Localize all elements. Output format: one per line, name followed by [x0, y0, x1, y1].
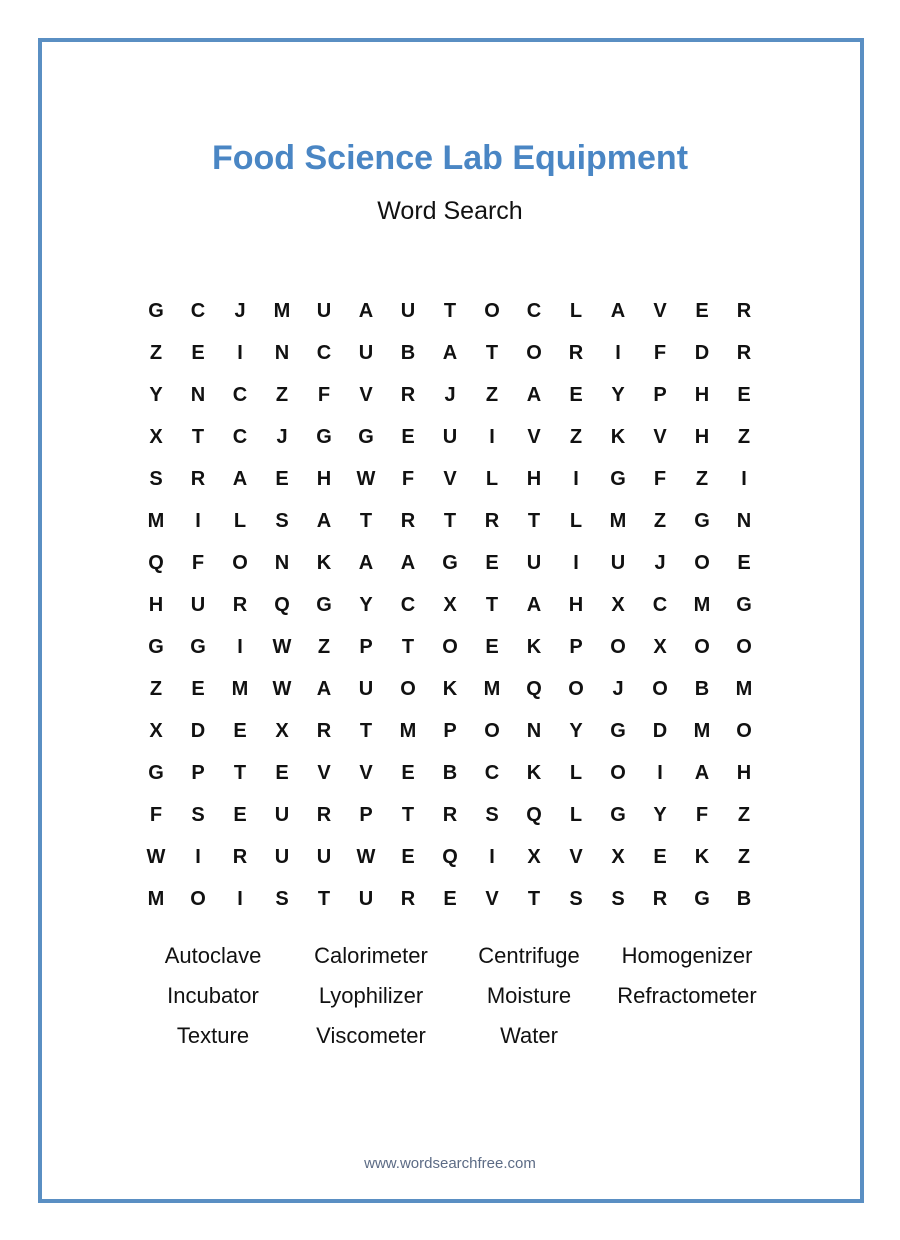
page-subtitle: Word Search [377, 197, 523, 225]
grid-letter: H [526, 468, 542, 490]
grid-letter: E [233, 804, 247, 826]
grid-letter: M [735, 678, 753, 700]
grid-letter: L [569, 510, 583, 532]
grid-letter: A [400, 552, 416, 574]
grid-letter: J [612, 678, 624, 700]
grid-letter: C [190, 300, 206, 322]
grid-letter: F [149, 804, 163, 826]
grid-letter: A [316, 678, 332, 700]
grid-letter: G [694, 888, 710, 910]
grid-letter: Z [569, 426, 583, 448]
grid-letter: H [694, 384, 710, 406]
grid-letter: A [526, 384, 542, 406]
grid-letter: H [736, 762, 752, 784]
grid-letter: B [694, 678, 710, 700]
grid-letter: Y [569, 720, 583, 742]
grid-letter: L [569, 300, 583, 322]
grid-letter: O [400, 678, 416, 700]
grid-letter: V [653, 300, 667, 322]
grid-letter: X [611, 594, 625, 616]
grid-letter: K [526, 762, 542, 784]
grid-letter: E [275, 762, 289, 784]
grid-letter: W [272, 678, 292, 700]
grid-letter: O [232, 552, 248, 574]
grid-letter: U [610, 552, 626, 574]
grid-letter: E [401, 762, 415, 784]
grid-letter: X [611, 846, 625, 868]
grid-letter: T [317, 888, 331, 910]
grid-row [135, 500, 765, 542]
grid-letter: R [568, 342, 584, 364]
grid-letter: Z [737, 804, 751, 826]
grid-letter: Y [653, 804, 667, 826]
grid-letter: F [653, 342, 667, 364]
grid-letter: G [358, 426, 374, 448]
grid-letter: P [191, 762, 205, 784]
grid-letter: A [232, 468, 248, 490]
grid-letter: O [484, 720, 500, 742]
grid-letter: G [694, 510, 710, 532]
grid-letter: G [148, 762, 164, 784]
grid-row [135, 332, 765, 374]
grid-row [135, 794, 765, 836]
grid-letter: M [273, 300, 291, 322]
word-list-item: Incubator [167, 983, 259, 1008]
grid-letter: I [615, 342, 621, 364]
grid-letter: T [485, 594, 499, 616]
grid-letter: U [316, 300, 332, 322]
word-list-item: Viscometer [316, 1023, 426, 1048]
grid-letter: F [317, 384, 331, 406]
grid-letter: S [275, 510, 289, 532]
grid-letter: R [232, 594, 248, 616]
grid-letter: T [443, 510, 457, 532]
grid-letter: M [693, 594, 711, 616]
grid-letter: H [148, 594, 164, 616]
grid-letter: K [694, 846, 710, 868]
grid-letter: P [359, 636, 373, 658]
grid-letter: G [148, 636, 164, 658]
grid-letter: G [610, 720, 626, 742]
grid-letter: I [489, 846, 495, 868]
grid-letter: H [694, 426, 710, 448]
grid-letter: J [276, 426, 288, 448]
grid-letter: T [233, 762, 247, 784]
grid-letter: Q [442, 846, 458, 868]
grid-letter: T [527, 888, 541, 910]
grid-letter: Q [526, 678, 542, 700]
grid-letter: N [274, 342, 290, 364]
grid-letter: E [485, 636, 499, 658]
grid-letter: E [653, 846, 667, 868]
grid-letter: E [485, 552, 499, 574]
grid-letter: A [526, 594, 542, 616]
grid-row [135, 668, 765, 710]
grid-letter: A [442, 342, 458, 364]
grid-letter: M [399, 720, 417, 742]
grid-letter: P [359, 804, 373, 826]
grid-letter: G [610, 468, 626, 490]
grid-letter: B [736, 888, 752, 910]
grid-letter: C [652, 594, 668, 616]
grid-letter: I [573, 552, 579, 574]
grid-letter: J [444, 384, 456, 406]
grid-letter: U [358, 342, 374, 364]
grid-letter: X [275, 720, 289, 742]
grid-letter: Q [274, 594, 290, 616]
grid-letter: W [356, 468, 376, 490]
grid-letter: R [736, 342, 752, 364]
grid-letter: I [573, 468, 579, 490]
grid-letter: P [653, 384, 667, 406]
grid-row [135, 710, 765, 752]
grid-letter: J [234, 300, 246, 322]
grid-letter: F [191, 552, 205, 574]
grid-letter: L [233, 510, 247, 532]
grid-letter: S [275, 888, 289, 910]
grid-row [135, 836, 765, 878]
grid-letter: W [356, 846, 376, 868]
grid-letter: V [317, 762, 331, 784]
grid-row [135, 878, 765, 920]
grid-letter: X [443, 594, 457, 616]
grid-letter: L [569, 804, 583, 826]
grid-letter: T [527, 510, 541, 532]
grid-letter: X [149, 426, 163, 448]
grid-letter: E [737, 384, 751, 406]
grid-row [135, 458, 765, 500]
grid-letter: V [359, 762, 373, 784]
grid-letter: E [401, 846, 415, 868]
grid-letter: O [568, 678, 584, 700]
grid-letter: X [149, 720, 163, 742]
grid-letter: Z [275, 384, 289, 406]
grid-letter: Z [695, 468, 709, 490]
grid-letter: G [610, 804, 626, 826]
grid-letter: P [443, 720, 457, 742]
word-list-item: Lyophilizer [318, 983, 424, 1008]
grid-letter: O [652, 678, 668, 700]
grid-letter: B [442, 762, 458, 784]
grid-letter: M [147, 888, 165, 910]
grid-letter: Q [148, 552, 164, 574]
grid-row [135, 542, 765, 584]
page-title: Food Science Lab Equipment [211, 139, 689, 177]
grid-letter: T [359, 720, 373, 742]
grid-letter: O [526, 342, 542, 364]
grid-letter: G [148, 300, 164, 322]
grid-letter: N [274, 552, 290, 574]
letter-grid [135, 290, 765, 920]
word-list-item: Centrifuge [478, 943, 580, 968]
grid-letter: B [400, 342, 416, 364]
grid-letter: H [316, 468, 332, 490]
grid-letter: X [527, 846, 541, 868]
grid-letter: C [316, 342, 332, 364]
footer-url: www.wordsearchfree.com [364, 1155, 536, 1172]
grid-letter: P [569, 636, 583, 658]
grid-letter: E [443, 888, 457, 910]
word-list-item: Moisture [486, 983, 572, 1008]
grid-letter: M [231, 678, 249, 700]
grid-letter: U [316, 846, 332, 868]
grid-letter: O [610, 636, 626, 658]
grid-row [135, 752, 765, 794]
grid-letter: I [237, 888, 243, 910]
grid-letter: R [400, 384, 416, 406]
grid-letter: C [400, 594, 416, 616]
grid-letter: O [694, 636, 710, 658]
grid-letter: N [526, 720, 542, 742]
grid-letter: W [272, 636, 292, 658]
grid-letter: Q [526, 804, 542, 826]
word-list [134, 942, 766, 1050]
grid-letter: R [400, 888, 416, 910]
grid-letter: O [190, 888, 206, 910]
word-list-item: Autoclave [164, 943, 262, 968]
grid-letter: T [401, 804, 415, 826]
grid-letter: T [359, 510, 373, 532]
grid-letter: I [237, 342, 243, 364]
grid-letter: R [442, 804, 458, 826]
grid-letter: H [568, 594, 584, 616]
grid-letter: V [527, 426, 541, 448]
grid-letter: E [191, 342, 205, 364]
grid-letter: I [195, 846, 201, 868]
grid-letter: T [191, 426, 205, 448]
grid-row [135, 626, 765, 668]
grid-letter: R [736, 300, 752, 322]
grid-letter: R [316, 804, 332, 826]
grid-letter: W [146, 846, 166, 868]
grid-letter: Y [149, 384, 163, 406]
grid-letter: V [359, 384, 373, 406]
grid-letter: T [443, 300, 457, 322]
grid-letter: L [569, 762, 583, 784]
grid-letter: Y [611, 384, 625, 406]
grid-letter: A [316, 510, 332, 532]
grid-letter: Z [737, 426, 751, 448]
grid-letter: U [358, 678, 374, 700]
grid-letter: O [736, 720, 752, 742]
grid-letter: T [401, 636, 415, 658]
grid-row [135, 290, 765, 332]
grid-letter: I [741, 468, 747, 490]
grid-letter: E [401, 426, 415, 448]
grid-letter: R [316, 720, 332, 742]
grid-letter: K [610, 426, 626, 448]
grid-letter: R [652, 888, 668, 910]
grid-letter: S [569, 888, 583, 910]
grid-letter: L [485, 468, 499, 490]
grid-letter: K [316, 552, 332, 574]
grid-letter: C [232, 426, 248, 448]
grid-letter: R [400, 510, 416, 532]
grid-letter: A [610, 300, 626, 322]
grid-letter: V [653, 426, 667, 448]
grid-row [135, 374, 765, 416]
grid-letter: K [526, 636, 542, 658]
grid-letter: U [274, 846, 290, 868]
grid-letter: I [237, 636, 243, 658]
grid-letter: C [526, 300, 542, 322]
grid-letter: R [190, 468, 206, 490]
grid-letter: Y [359, 594, 373, 616]
grid-letter: E [737, 552, 751, 574]
grid-letter: O [442, 636, 458, 658]
grid-letter: Z [317, 636, 331, 658]
grid-letter: G [442, 552, 458, 574]
grid-letter: U [400, 300, 416, 322]
grid-letter: A [694, 762, 710, 784]
grid-letter: M [609, 510, 627, 532]
grid-letter: E [569, 384, 583, 406]
grid-letter: V [485, 888, 499, 910]
grid-letter: E [233, 720, 247, 742]
grid-letter: V [569, 846, 583, 868]
grid-letter: N [190, 384, 206, 406]
grid-letter: M [483, 678, 501, 700]
grid-letter: S [485, 804, 499, 826]
grid-letter: I [489, 426, 495, 448]
grid-row [135, 416, 765, 458]
grid-letter: J [654, 552, 666, 574]
grid-letter: N [736, 510, 752, 532]
grid-letter: R [232, 846, 248, 868]
grid-letter: U [442, 426, 458, 448]
grid-letter: O [694, 552, 710, 574]
grid-row [135, 584, 765, 626]
grid-letter: A [358, 300, 374, 322]
grid-letter: A [358, 552, 374, 574]
grid-letter: D [652, 720, 668, 742]
grid-letter: X [653, 636, 667, 658]
grid-letter: I [657, 762, 663, 784]
grid-letter: S [149, 468, 163, 490]
grid-letter: Z [737, 846, 751, 868]
grid-letter: C [484, 762, 500, 784]
grid-letter: O [736, 636, 752, 658]
grid-letter: R [484, 510, 500, 532]
grid-letter: S [191, 804, 205, 826]
word-list-item: Homogenizer [621, 943, 753, 968]
grid-letter: D [190, 720, 206, 742]
grid-letter: U [190, 594, 206, 616]
grid-letter: G [316, 426, 332, 448]
grid-letter: U [358, 888, 374, 910]
word-list-item: Calorimeter [314, 943, 428, 968]
grid-letter: C [232, 384, 248, 406]
grid-letter: S [611, 888, 625, 910]
grid-letter: T [485, 342, 499, 364]
word-list-item: Texture [176, 1023, 250, 1048]
grid-letter: E [191, 678, 205, 700]
grid-letter: F [653, 468, 667, 490]
grid-letter: U [274, 804, 290, 826]
grid-letter: D [694, 342, 710, 364]
grid-letter: G [736, 594, 752, 616]
word-list-item: Refractometer [617, 983, 757, 1008]
grid-letter: E [275, 468, 289, 490]
grid-letter: F [401, 468, 415, 490]
grid-letter: G [190, 636, 206, 658]
grid-letter: M [147, 510, 165, 532]
grid-letter: Z [485, 384, 499, 406]
word-list-item: Water [500, 1023, 558, 1048]
grid-letter: E [695, 300, 709, 322]
grid-letter: V [443, 468, 457, 490]
grid-letter: U [526, 552, 542, 574]
grid-letter: F [695, 804, 709, 826]
grid-letter: I [195, 510, 201, 532]
grid-letter: K [442, 678, 458, 700]
grid-letter: Z [149, 678, 163, 700]
grid-letter: M [693, 720, 711, 742]
grid-letter: O [610, 762, 626, 784]
grid-letter: Z [653, 510, 667, 532]
grid-letter: G [316, 594, 332, 616]
grid-letter: Z [149, 342, 163, 364]
grid-letter: O [484, 300, 500, 322]
